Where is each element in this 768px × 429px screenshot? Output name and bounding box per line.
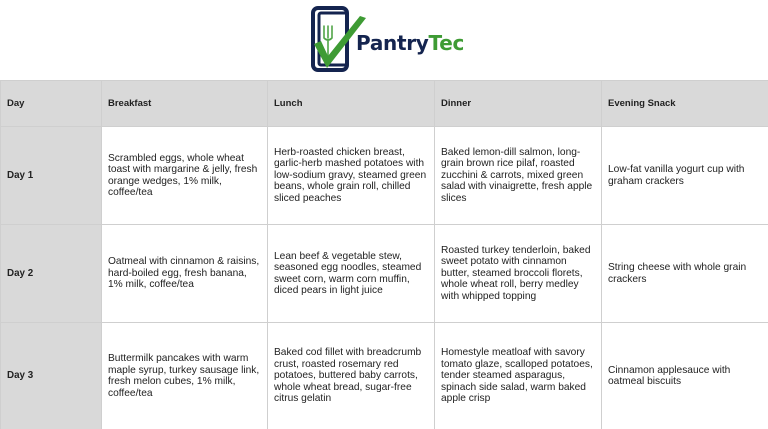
dinner-cell: Roasted turkey tenderloin, baked sweet potato with cinnamon butter, steamed broccoli florets, whole wheat roll, berry medley with whipped topping (435, 225, 602, 323)
brand-name (356, 31, 464, 55)
header-dinner: Dinner (435, 81, 602, 127)
snack-cell: Low-fat vanilla yogurt cup with graham crackers (602, 127, 768, 225)
brand-header (0, 0, 768, 80)
header-breakfast: Breakfast (102, 81, 268, 127)
breakfast-cell: Oatmeal with cinnamon & raisins, hard-boiled egg, fresh banana, 1% milk, coffee/tea (102, 225, 268, 323)
table-header-row (1, 81, 768, 127)
header-day: Day (1, 81, 102, 127)
table-row (1, 127, 768, 225)
breakfast-cell: Buttermilk pancakes with warm maple syrup, turkey sausage link, fresh melon cubes, 1% milk, coffee/tea (102, 323, 268, 429)
header-evening-snack: Evening Snack (602, 81, 768, 127)
lunch-cell: Lean beef & vegetable stew, seasoned egg noodles, steamed sweet corn, warm corn muffin, diced pears in light juice (268, 225, 435, 323)
brand-name-part1: Pantry (356, 31, 429, 55)
breakfast-cell: Scrambled eggs, whole wheat toast with margarine & jelly, fresh orange wedges, 1% milk, coffee/tea (102, 127, 268, 225)
day-label: Day 3 (1, 323, 102, 429)
snack-cell: Cinnamon applesauce with oatmeal biscuits (602, 323, 768, 429)
table-row (1, 323, 768, 429)
dinner-cell: Baked lemon-dill salmon, long-grain brown rice pilaf, roasted zucchini & carrots, mixed green salad with vinaigrette, fresh apple slices (435, 127, 602, 225)
snack-cell: String cheese with whole grain crackers (602, 225, 768, 323)
brand-name-part2: Tec (428, 31, 465, 55)
table-row (1, 225, 768, 323)
day-label: Day 2 (1, 225, 102, 323)
day-label: Day 1 (1, 127, 102, 225)
dinner-cell: Homestyle meatloaf with savory tomato glaze, scalloped potatoes, tender steamed asparagus, spinach side salad, warm baked apple crisp (435, 323, 602, 429)
lunch-cell: Baked cod fillet with breadcrumb crust, roasted rosemary red potatoes, buttered baby carrots, whole wheat bread, sugar-free citrus gelatin (268, 323, 435, 429)
lunch-cell: Herb-roasted chicken breast, garlic-herb mashed potatoes with low-sodium gravy, steamed green beans, whole grain roll, chilled sliced peaches (268, 127, 435, 225)
header-lunch: Lunch (268, 81, 435, 127)
meal-plan-table (0, 80, 768, 429)
